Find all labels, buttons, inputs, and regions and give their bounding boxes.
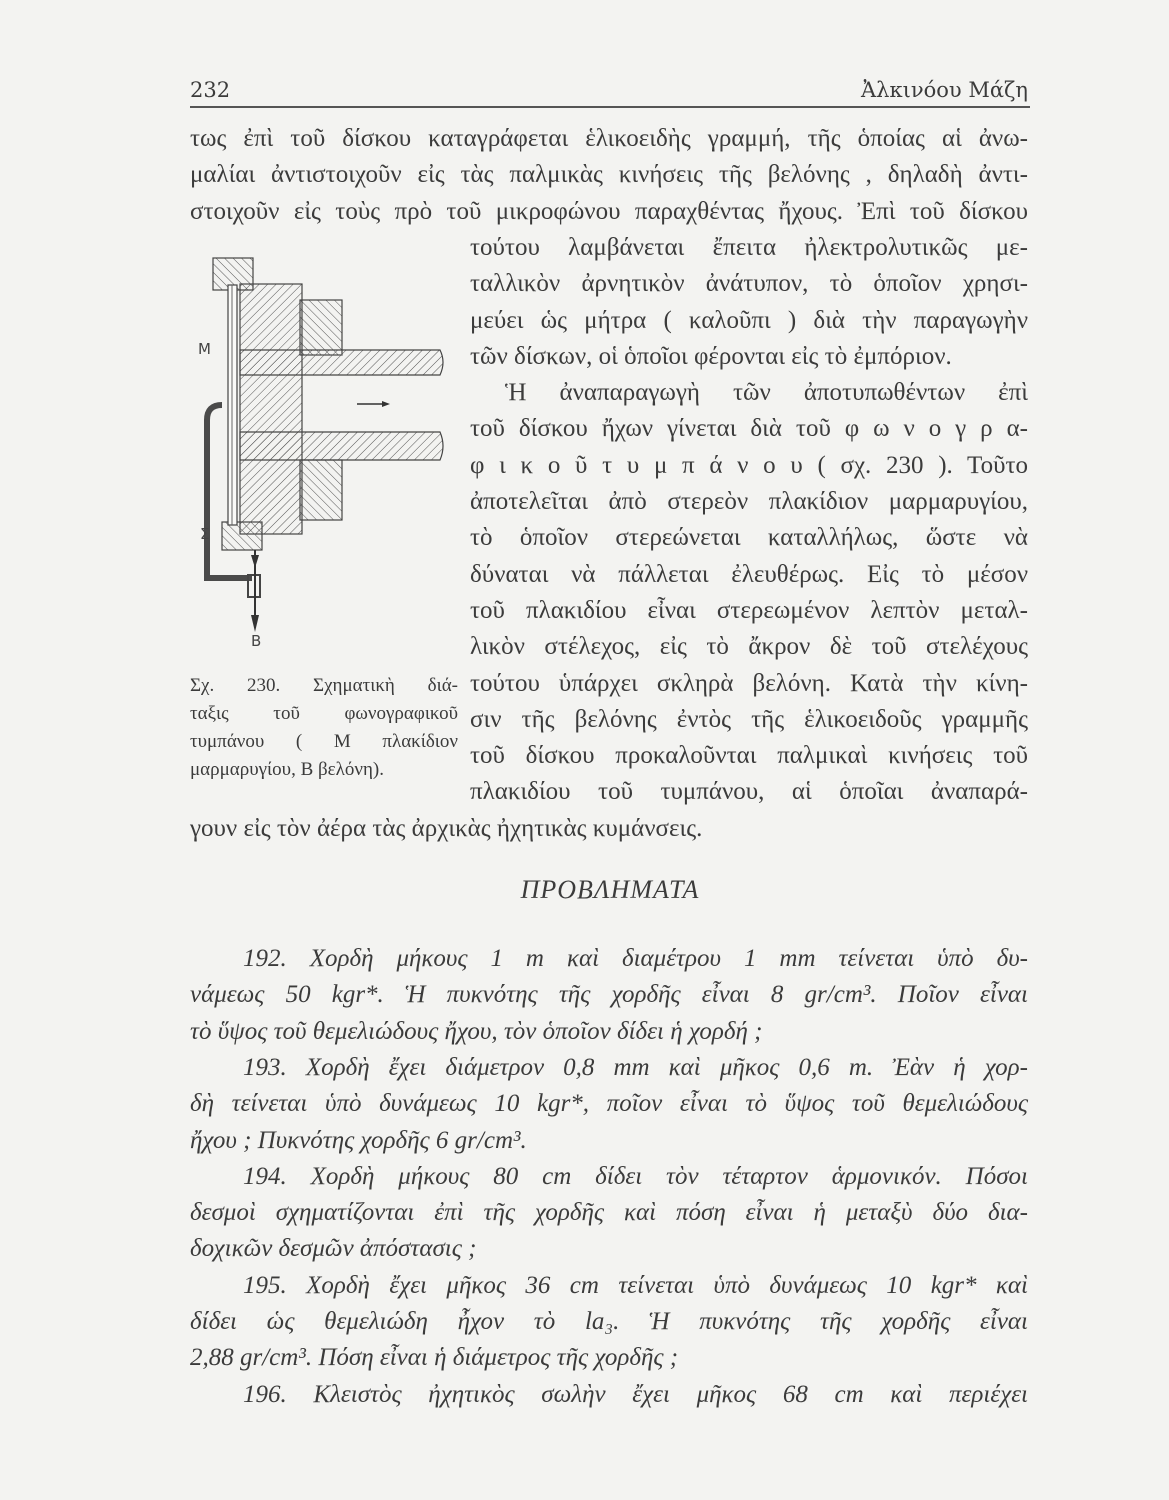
- label-needle-b: B: [251, 632, 262, 650]
- caption-line: ταξις τοῦ φωνογραφικοῦ: [190, 703, 458, 724]
- body-line: τοῦ πλακιδίου εἶναι στερεωμένον λεπτὸν μεταλ-: [470, 596, 1028, 624]
- lower-arm: [240, 432, 443, 460]
- body-line: μαλίαι ἀντιστοιχοῦν εἰς τὰς παλμικὰς κινήσεις τῆς βελόνης , δηλαδὴ ἀντι-: [190, 161, 1028, 189]
- label-frame-sigma: Σ: [200, 525, 210, 543]
- problem-line: δοχικῶν δεσμῶν ἀπόστασις ;: [190, 1235, 477, 1263]
- body-line: φ ι κ ο ῦ τ υ μ π ά ν ο υ ( σχ. 230 ). Τοῦτο: [470, 451, 1028, 479]
- body-line: ἀποτελεῖται ἀπὸ στερεὸν πλακίδιον μαρμαρυγίου,: [470, 488, 1028, 515]
- caption-line: μαρμαρυγίου, Β βελόνη).: [190, 759, 384, 780]
- caption-line: τυμπάνου ( Μ πλακίδιον: [190, 731, 458, 752]
- label-plate-m: M: [198, 340, 211, 358]
- body-line: τούτου λαμβάνεται ἔπειτα ἠλεκτρολυτικῶς με-: [470, 233, 1028, 261]
- problem-line: δίδει ὡς θεμελιώδη ἦχον τὸ la₃. Ἡ πυκνότης τῆς χορδῆς εἶναι: [190, 1308, 1028, 1335]
- page-number: 232: [190, 78, 231, 102]
- body-line: λικὸν στέλεχος, εἰς τὸ ἄκρον δὲ τοῦ στελέχους: [470, 633, 1028, 661]
- problem-line: 192. Χορδὴ μήκους 1 m καὶ διαμέτρου 1 mm τείνεται ὑπὸ δυ-: [243, 945, 1028, 972]
- problem-line: 195. Χορδὴ ἔχει μῆκος 36 cm τείνεται ὑπὸ δυνάμεως 10 kgr* καὶ: [243, 1271, 1028, 1299]
- problem-line: 196. Κλειστὸς ἠχητικὸς σωλὴν ἔχει μῆκος 68 cm καὶ περιέχει: [243, 1380, 1028, 1408]
- body-line: τοῦ δίσκου προκαλοῦνται παλμικαὶ κινήσεις τοῦ: [470, 742, 1028, 770]
- body-line: στοιχοῦν εἰς τοὺς πρὸ τοῦ μικροφώνου παραχθέντας ἤχους. Ἐπὶ τοῦ δίσκου: [190, 197, 1028, 225]
- upper-arm: [240, 350, 443, 375]
- problem-line: δὴ τείνεται ὑπὸ δυνάμεως 10 kgr*, ποῖον εἶναι τὸ ὕψος τοῦ θεμελιώδους: [190, 1090, 1028, 1118]
- body-line: τοῦ δίσκου ἤχων γίνεται διὰ τοῦ φ ω ν ο γ ρ α-: [470, 415, 1028, 443]
- body-line: ταλλικὸν ἀρνητικὸν ἀνάτυπον, τὸ ὁποῖον χρησι-: [470, 270, 1028, 298]
- running-title: Ἀλκινόου Μάζη: [861, 78, 1028, 102]
- body-line: Ἡ ἀναπαραγωγὴ τῶν ἀποτυπωθέντων ἐπὶ: [505, 379, 1028, 407]
- lower-step: [300, 460, 342, 520]
- arrow-icon: [357, 401, 390, 407]
- body-block: [240, 284, 302, 534]
- body-line: γουν εἰς τὸν ἀέρα τὰς ἀρχικὰς ἠχητικὰς κυμάνσεις.: [190, 814, 703, 842]
- body-line: τὸ ὁποῖον στερεώνεται καταλλήλως, ὥστε νὰ: [470, 524, 1028, 552]
- problem-line: 193. Χορδὴ ἔχει διάμετρον 0,8 mm καὶ μῆκος 0,6 m. Ἐὰν ἡ χορ-: [243, 1053, 1028, 1081]
- problem-line: 2,88 gr/cm³. Πόση εἶναι ἡ διάμετρος τῆς χορδῆς ;: [190, 1344, 679, 1372]
- bottom-block: [222, 522, 262, 550]
- problem-line: 194. Χορδὴ μήκους 80 cm δίδει τὸν τέταρτον ἁρμονικόν. Πόσοι: [243, 1162, 1028, 1190]
- body-line: σιν τῆς βελόνης ἐντὸς τῆς ἑλικοειδοῦς γραμμῆς: [470, 705, 1028, 733]
- problems-heading: ΠΡΟΒΛΗΜΑΤΑ: [520, 875, 700, 904]
- body-line: μεύει ὡς μήτρα ( καλοῦπι ) διὰ τὴν παραγωγὴν: [470, 306, 1028, 334]
- problem-line: νάμεως 50 kgr*. Ἡ πυκνότης τῆς χορδῆς εἶναι 8 gr/cm³. Ποῖον εἶναι: [190, 981, 1028, 1009]
- problem-line: τὸ ὕψος τοῦ θεμελιώδους ἤχου, τὸν ὁποῖον δίδει ἡ χορδή ;: [190, 1017, 763, 1045]
- body-line: δύναται νὰ πάλλεται ἐλευθέρως. Εἰς τὸ μέσον: [470, 560, 1028, 588]
- phonograph-diaphragm-figure: [0, 0, 1169, 700]
- body-line: τως ἐπὶ τοῦ δίσκου καταγράφεται ἑλικοειδὴς γραμμή, τῆς ὁποίας αἱ ἀνω-: [190, 125, 1028, 152]
- body-line: τούτου ὑπάρχει σκληρὰ βελόνη. Κατὰ τὴν κίνη-: [470, 669, 1028, 697]
- problem-line: δεσμοὶ σχηματίζονται ἐπὶ τῆς χορδῆς καὶ πόση εἶναι ἡ μεταξὺ δύο δια-: [190, 1199, 1028, 1227]
- problem-line: ἤχου ; Πυκνότης χορδῆς 6 gr/cm³.: [190, 1126, 527, 1154]
- caption-line: Σχ. 230. Σχηματικὴ διά-: [190, 675, 458, 696]
- body-line: πλακιδίου τοῦ τυμπάνου, αἱ ὁποῖαι ἀναπαρά-: [470, 778, 1028, 806]
- body-line: τῶν δίσκων, οἱ ὁποῖοι φέρονται εἰς τὸ ἐμπόριον.: [470, 342, 952, 370]
- upper-step: [300, 300, 342, 355]
